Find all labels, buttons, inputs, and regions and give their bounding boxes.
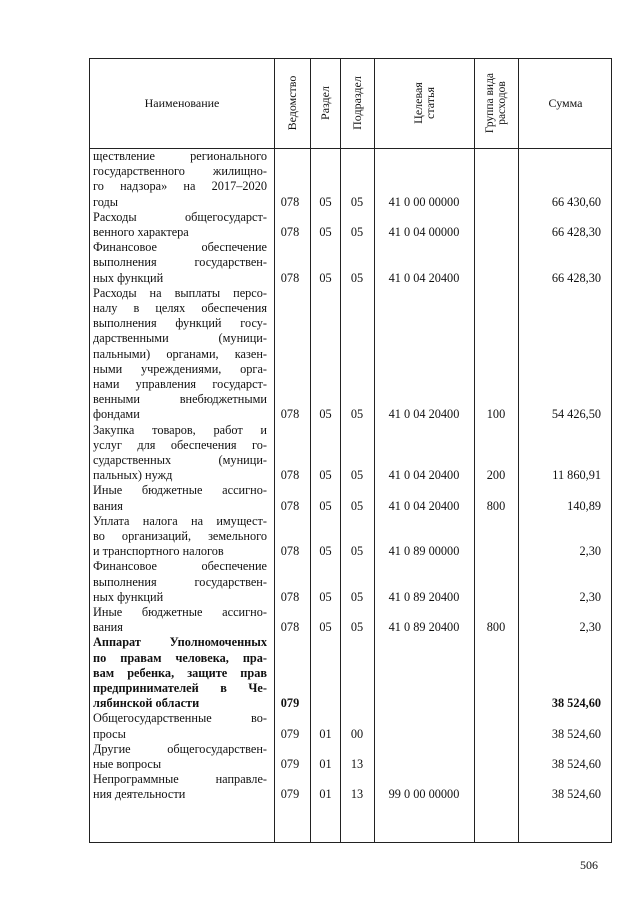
row-vedomstvo: 078: [280, 620, 300, 635]
row-name-line: нами управления государст-: [93, 376, 267, 391]
row-name-line: ных функций: [93, 270, 164, 285]
row-celevaya: 41 0 04 20400: [388, 498, 460, 513]
row-name-line: Непрограммные направле-: [93, 772, 267, 787]
table-body: [90, 149, 613, 803]
row-name-line: Расходы на выплаты персо-: [93, 285, 267, 300]
row-name-line: и транспортного налогов: [93, 544, 224, 559]
row-name-line: во организаций, земельного: [93, 528, 267, 543]
row-name-line: выполнения государствен-: [93, 255, 267, 270]
row-name: [93, 149, 267, 210]
header-vedomstvo: Ведомство: [285, 75, 299, 131]
row-podrazdel: 00: [350, 726, 364, 741]
row-summa: 38 524,60: [551, 696, 601, 711]
row-summa: 2,30: [579, 544, 601, 559]
row-name-line: выполнения государствен-: [93, 574, 267, 589]
row-razdel: 05: [319, 194, 332, 209]
row-name-line: вания: [93, 620, 123, 635]
row-podrazdel: 05: [350, 224, 364, 239]
row-razdel: 05: [319, 270, 332, 285]
table-row: [90, 240, 613, 286]
row-summa: 66 430,60: [551, 194, 601, 209]
row-celevaya: 41 0 89 00000: [388, 544, 460, 559]
row-vedomstvo: 079: [280, 756, 300, 771]
row-name-line: дарственными (муници-: [93, 331, 267, 346]
header-celevaya-line1: Целевая: [411, 82, 425, 124]
row-name-line: ния деятельности: [93, 787, 186, 802]
header-celevaya: [412, 63, 436, 143]
row-razdel: 05: [319, 620, 332, 635]
row-name-line: Финансовое обеспечение: [93, 559, 267, 574]
row-name-line: вам ребенка, защите прав: [93, 665, 267, 680]
row-gruppa: 800: [486, 620, 506, 635]
row-summa: 66 428,30: [551, 270, 601, 285]
row-name-line: по правам человека, пра-: [93, 650, 267, 665]
row-razdel: 05: [319, 589, 332, 604]
row-summa: 140,89: [567, 498, 601, 513]
row-podrazdel: 13: [350, 787, 364, 802]
row-name-line: просы: [93, 726, 126, 741]
row-vedomstvo: 078: [280, 224, 300, 239]
row-celevaya: 41 0 04 00000: [388, 224, 460, 239]
row-razdel: 01: [319, 756, 332, 771]
table-row: [90, 635, 613, 711]
row-name-line: ных функций: [93, 589, 164, 604]
row-name: [93, 514, 267, 560]
row-vedomstvo: 079: [280, 696, 300, 711]
row-name: [93, 635, 267, 711]
row-name-line: Иные бюджетные ассигно-: [93, 483, 267, 498]
row-name-line: услуг для обеспечения го-: [93, 437, 267, 452]
row-name-line: Уплата налога на имущест-: [93, 513, 267, 528]
row-podrazdel: 05: [350, 407, 364, 422]
row-podrazdel: 05: [350, 589, 364, 604]
header-summa: Сумма: [548, 96, 583, 110]
row-celevaya: 41 0 00 00000: [388, 194, 460, 209]
row-razdel: 01: [319, 726, 332, 741]
row-vedomstvo: 078: [280, 270, 300, 285]
header-podrazdel: Подраздел: [350, 76, 364, 130]
row-name-line: вания: [93, 498, 123, 513]
header-name: Наименование: [144, 96, 220, 110]
row-podrazdel: 05: [350, 498, 364, 513]
row-name-line: венного характера: [93, 224, 189, 239]
row-gruppa: 200: [486, 468, 506, 483]
table-row: [90, 286, 613, 423]
row-name-line: Закупка товаров, работ и: [93, 422, 267, 437]
table-row: [90, 772, 613, 802]
row-vedomstvo: 078: [280, 498, 300, 513]
row-celevaya: 41 0 89 20400: [388, 589, 460, 604]
header-gruppa: [484, 63, 508, 143]
row-celevaya: 41 0 89 20400: [388, 620, 460, 635]
row-podrazdel: 05: [350, 468, 364, 483]
row-name: [93, 483, 267, 513]
table-row: [90, 605, 613, 635]
row-vedomstvo: 078: [280, 194, 300, 209]
row-gruppa: 100: [486, 407, 506, 422]
row-name-line: ществление регионального: [93, 149, 267, 163]
row-name: [93, 711, 267, 741]
row-razdel: 05: [319, 498, 332, 513]
row-celevaya: 99 0 00 00000: [388, 787, 460, 802]
row-gruppa: 800: [486, 498, 506, 513]
row-vedomstvo: 079: [280, 787, 300, 802]
row-celevaya: 41 0 04 20400: [388, 468, 460, 483]
row-razdel: 05: [319, 224, 332, 239]
table-row: [90, 483, 613, 513]
row-podrazdel: 05: [350, 194, 364, 209]
header-celevaya-line2: статья: [423, 87, 437, 119]
page-number: 506: [580, 858, 598, 872]
row-vedomstvo: 078: [280, 407, 300, 422]
row-vedomstvo: 078: [280, 544, 300, 559]
table-row: [90, 559, 613, 605]
table-row: [90, 423, 613, 484]
row-celevaya: 41 0 04 20400: [388, 407, 460, 422]
row-summa: 2,30: [579, 620, 601, 635]
row-name: [93, 240, 267, 286]
row-name: [93, 210, 267, 240]
header-gruppa-line1: Группа вида: [484, 72, 496, 134]
row-summa: 66 428,30: [551, 224, 601, 239]
row-name-line: государственного жилищно-: [93, 164, 267, 179]
row-name-line: Финансовое обеспечение: [93, 240, 267, 255]
header-razdel: Раздел: [318, 86, 332, 120]
row-celevaya: 41 0 04 20400: [388, 270, 460, 285]
row-name-line: фондами: [93, 407, 140, 422]
row-name-line: сударственных (муници-: [93, 452, 267, 467]
row-name-line: годы: [93, 194, 119, 209]
row-name-line: налу в целях обеспечения: [93, 300, 267, 315]
row-podrazdel: 05: [350, 270, 364, 285]
row-razdel: 05: [319, 468, 332, 483]
row-summa: 38 524,60: [551, 756, 601, 771]
row-name-line: Иные бюджетные ассигно-: [93, 604, 267, 619]
row-name: [93, 742, 267, 772]
row-summa: 2,30: [579, 589, 601, 604]
row-name-line: ными учреждениями, орга-: [93, 361, 267, 376]
header-gruppa-line2: расходов: [496, 81, 508, 125]
budget-table: [89, 58, 612, 843]
row-vedomstvo: 078: [280, 589, 300, 604]
row-name: [93, 559, 267, 605]
row-summa: 38 524,60: [551, 787, 601, 802]
row-name-line: пальных) нужд: [93, 468, 173, 483]
row-vedomstvo: 079: [280, 726, 300, 741]
row-name-line: пальными) органами, казен-: [93, 346, 267, 361]
table-row: [90, 210, 613, 240]
table-row: [90, 711, 613, 741]
row-podrazdel: 05: [350, 544, 364, 559]
row-summa: 38 524,60: [551, 726, 601, 741]
row-name-line: Общегосударственные во-: [93, 711, 267, 726]
row-razdel: 05: [319, 544, 332, 559]
row-summa: 54 426,50: [551, 407, 601, 422]
row-name-line: го надзора» на 2017–2020: [93, 179, 267, 194]
row-name-line: Другие общегосударствен-: [93, 741, 267, 756]
table-row: [90, 149, 613, 210]
row-name-line: Расходы общегосударст-: [93, 209, 267, 224]
table-row: [90, 514, 613, 560]
row-name-line: лябинской области: [93, 696, 200, 711]
row-razdel: 01: [319, 787, 332, 802]
row-summa: 11 860,91: [552, 468, 601, 483]
row-name-line: выполнения функций госу-: [93, 316, 267, 331]
row-name: [93, 286, 267, 423]
row-razdel: 05: [319, 407, 332, 422]
row-name-line: Аппарат Уполномоченных: [93, 635, 267, 650]
row-name-line: венными внебюджетными: [93, 392, 267, 407]
row-name: [93, 605, 267, 635]
row-podrazdel: 13: [350, 756, 364, 771]
row-name: [93, 423, 267, 484]
row-vedomstvo: 078: [280, 468, 300, 483]
row-name-line: ные вопросы: [93, 756, 162, 771]
row-name: [93, 772, 267, 802]
row-podrazdel: 05: [350, 620, 364, 635]
table-row: [90, 742, 613, 772]
row-name-line: предпринимателей в Че-: [93, 680, 267, 695]
